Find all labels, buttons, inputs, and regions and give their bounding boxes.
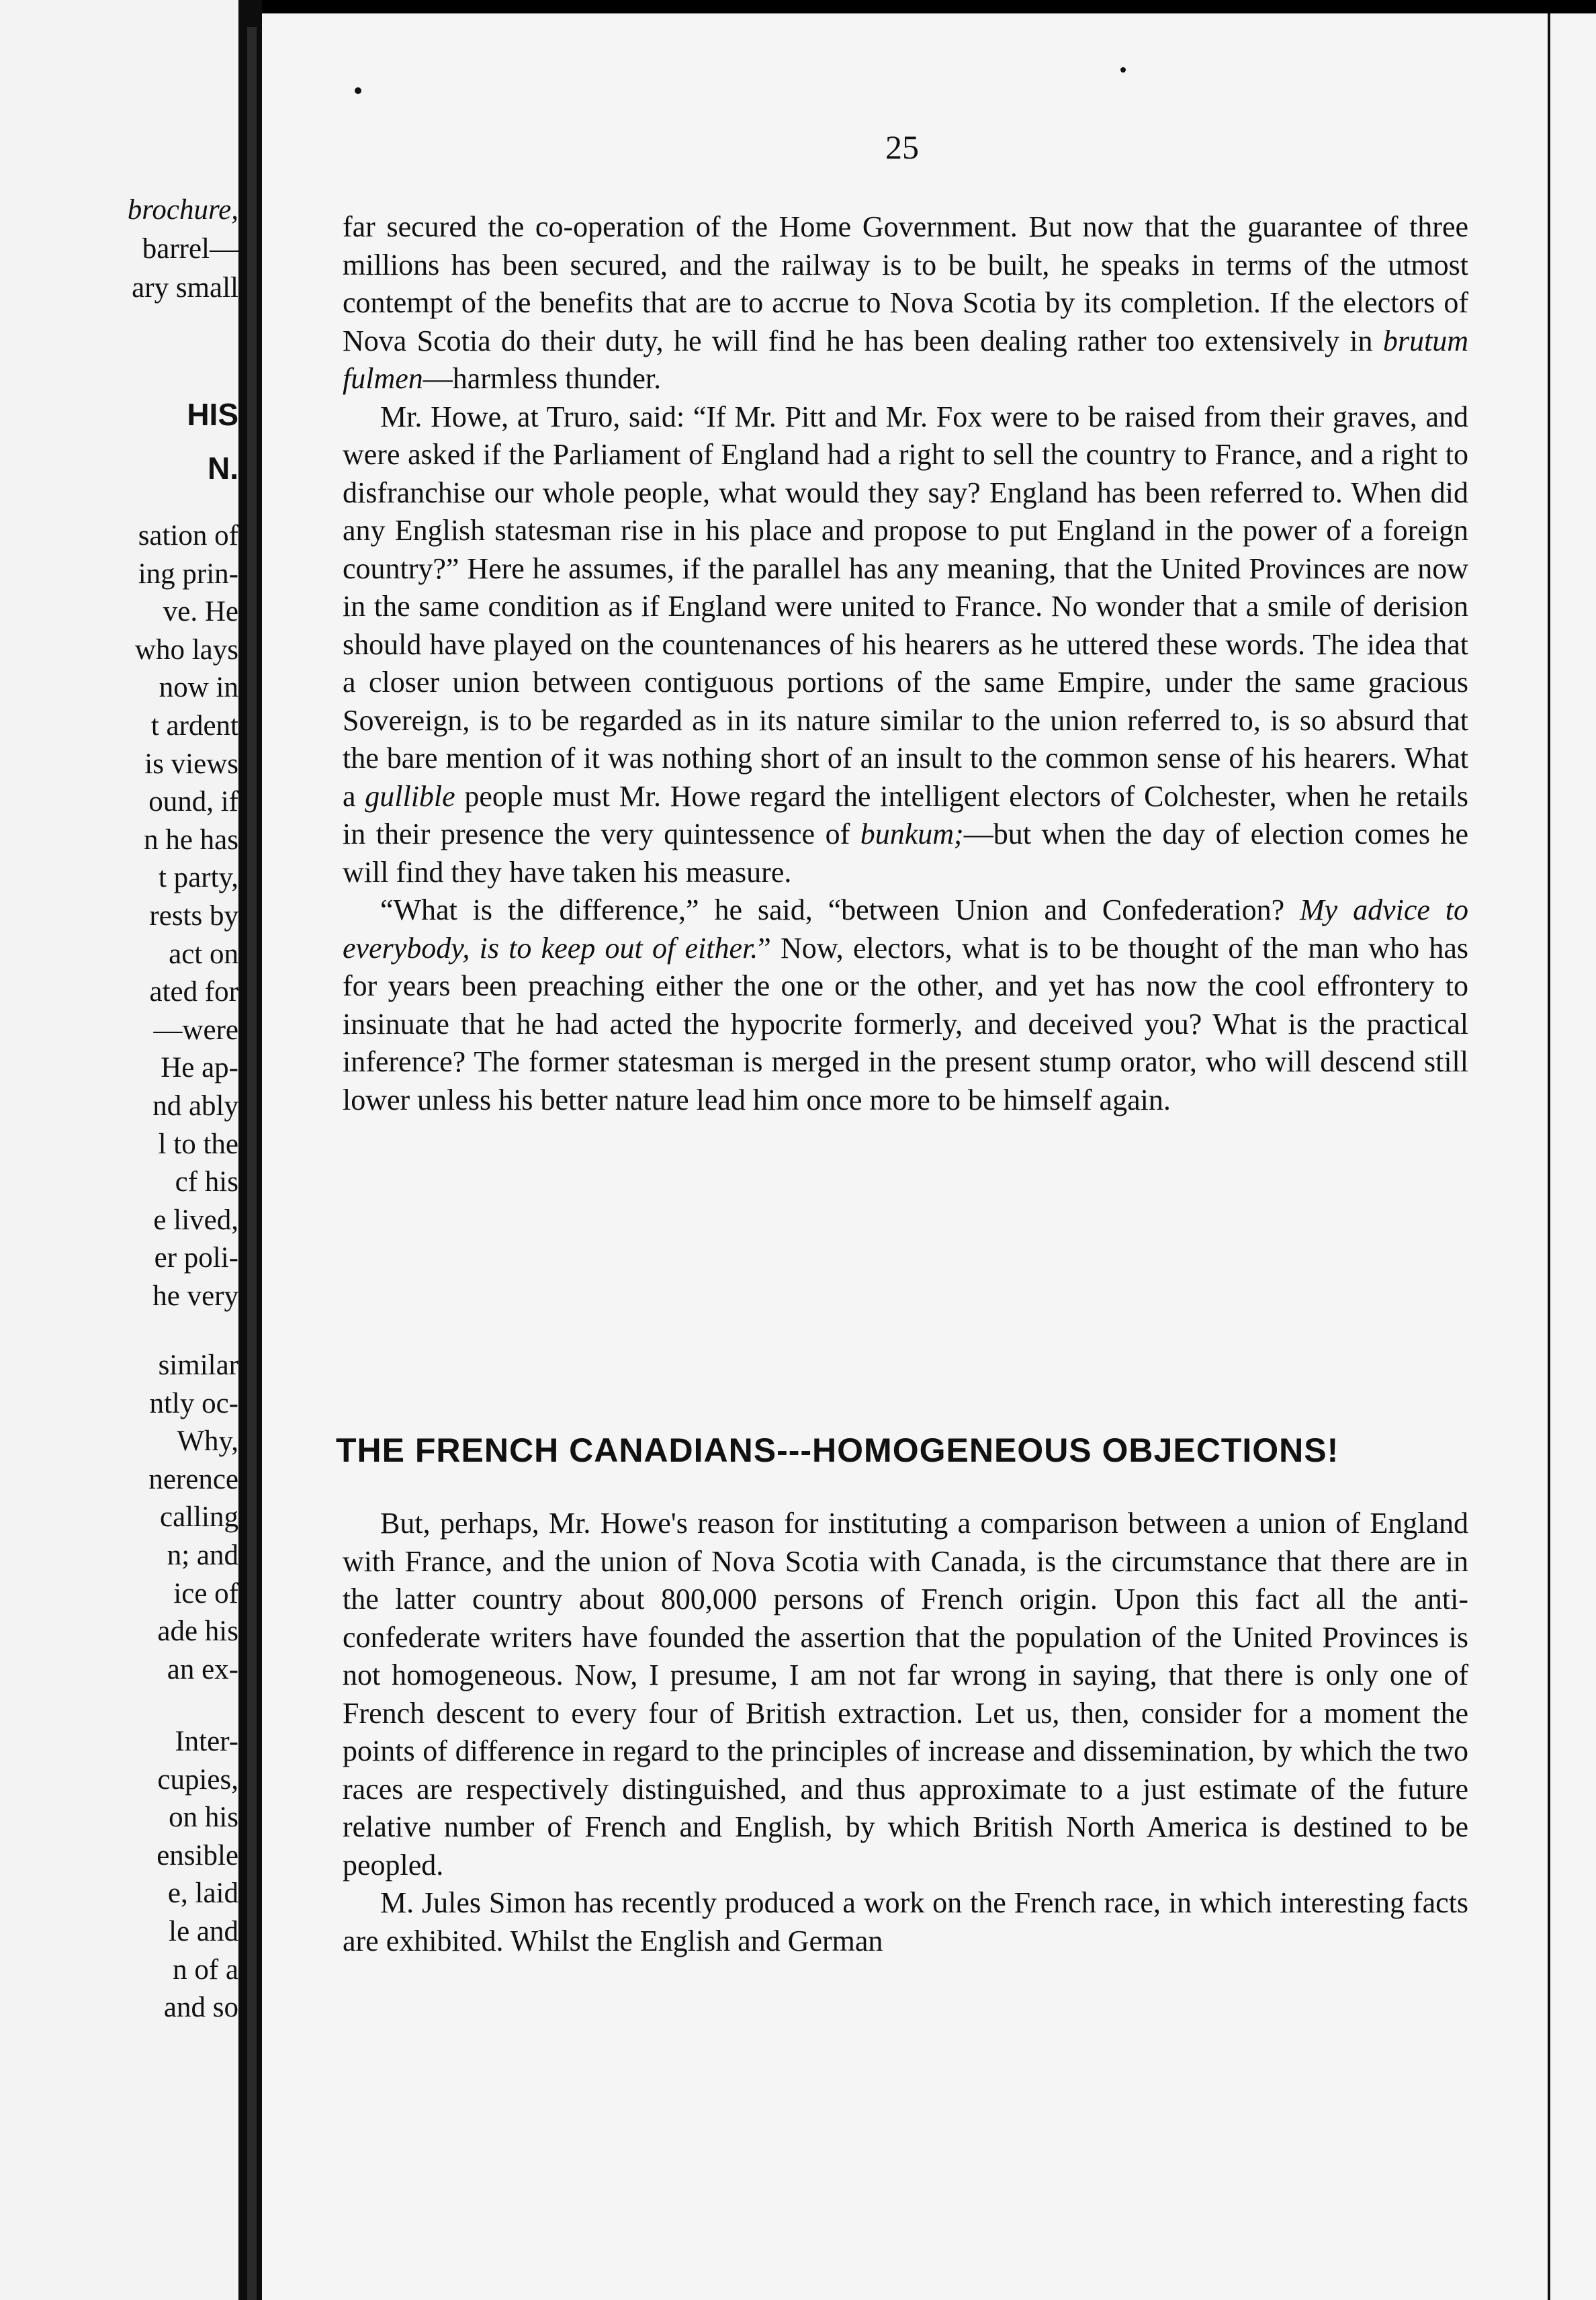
left-page-line: n; and xyxy=(167,1540,238,1571)
left-page-line: t party, xyxy=(158,862,238,894)
page-number: 25 xyxy=(885,128,919,166)
left-page-line: ade his xyxy=(157,1616,238,1648)
left-page-line: nd ably xyxy=(152,1090,238,1122)
section-1-text xyxy=(343,208,1468,1119)
left-page-line: e, laid xyxy=(167,1877,238,1910)
paragraph: But, perhaps, Mr. Howe's reason for instituting a comparison between a union of England with France, and the union of Nova Scotia with Canada, is the circumstance that there are in the latter country about 800,000 persons of French origin. Upon this fact all the anti-confederate writers have founded the assertion that the population of the United Provinces is not homogeneous. Now, I presume, I am not far wrong in saying, that there is only one of French descent to every four of British extraction. Let us, then, consider for a moment the points of difference in regard to the principles of increase and dissemination, by which the two races are respectively distinguished, and thus approximate to a just estimate of the future relative number of French and English, by which British North America is destined to be peopled. xyxy=(343,1507,1468,1882)
left-page-line: act on xyxy=(169,938,238,970)
gutter-shadow xyxy=(247,27,257,2300)
left-page-line: now in xyxy=(159,672,238,704)
left-page-line: er poli- xyxy=(154,1242,238,1274)
left-page-line: ary small xyxy=(132,272,238,304)
left-page-line: Inter- xyxy=(175,1726,238,1757)
left-page-line: cupies, xyxy=(157,1763,238,1796)
left-page-line: HIS xyxy=(187,397,238,432)
left-page-line: brochure, xyxy=(127,194,238,226)
left-page-line: n of a xyxy=(173,1953,238,1986)
left-page-line: cf his xyxy=(175,1166,238,1198)
left-page-line: similar xyxy=(158,1350,238,1381)
specks xyxy=(355,87,361,94)
left-page-line: ing prin- xyxy=(138,558,238,590)
paragraph: Mr. Howe, at Truro, said: “If Mr. Pitt and Mr. Fox were to be raised from their graves, and were asked if the Parliament of England had a right to sell the country to France, and a right to disfranchise our whole people, what would they say? England has been referred to. When did any English statesman rise in his place and propose to put England in the power of a foreign country?” Here he assumes, if the parallel has any meaning, that the United Provinces are now in the same condition as if England were united to France. No wonder that a smile of derision should have played on the countenances of his hearers as he uttered these words. The idea that a closer union between contiguous portions of the same Empire, under the same gracious Sovereign, is to be regarded as in its nature similar to the union referred to, is so absurd that the bare mention of it was nothing short of an insult to the common sense of his hearers. What a gullible people must Mr. Howe regard the intelligent electors of Colchester, when he retails in their presence the very quintessence of bunkum;—but when the day of election comes he will find they have taken his measure. xyxy=(343,400,1468,889)
right-edge-line xyxy=(1548,13,1550,2300)
paragraph: M. Jules Simon has recently produced a work on the French race, in which interesting facts are exhibited. Whilst the English and German xyxy=(343,1886,1468,1957)
left-page-line: l to the xyxy=(158,1128,238,1160)
specks xyxy=(1120,67,1126,73)
left-page-line: —were xyxy=(153,1014,238,1046)
left-page-line: rests by xyxy=(149,900,238,932)
left-page-line: Why, xyxy=(177,1425,238,1458)
left-page-line: ensible xyxy=(157,1839,238,1871)
left-page-line: ound, if xyxy=(148,786,238,818)
left-page-line: an ex- xyxy=(167,1653,238,1685)
left-page-line: He ap- xyxy=(161,1052,238,1084)
left-page-line: he very xyxy=(152,1280,238,1312)
left-page-fragment xyxy=(0,0,238,2300)
section-2-text xyxy=(343,1505,1468,1960)
left-page-line: N. xyxy=(208,451,238,486)
left-page-line: ntly oc- xyxy=(149,1387,238,1419)
left-page-line: n he has xyxy=(144,824,238,856)
left-page-line: and so xyxy=(163,1992,238,2024)
left-page-line: sation of xyxy=(138,520,238,551)
left-page-line: ice of xyxy=(173,1577,238,1609)
left-page-line: e lived, xyxy=(153,1204,238,1236)
section-heading: THE FRENCH CANADIANS---HOMOGENEOUS OBJECTIONS! xyxy=(336,1431,1339,1469)
left-page-line: ve. He xyxy=(163,596,238,628)
left-page-line: who lays xyxy=(134,633,238,666)
left-page-line: t ardent xyxy=(150,710,238,742)
left-page-line: calling xyxy=(159,1501,238,1534)
paragraph: far secured the co-operation of the Home Government. But now that the guarantee of three millions has been secured, and the railway is to be built, he speaks in terms of the utmost contempt of the benefits that are to accrue to Nova Scotia by its completion. If the electors of Nova Scotia do their duty, he will find he has been dealing rather too extensively in brutum fulmen—harmless thunder. xyxy=(343,210,1468,395)
left-page-line: le and xyxy=(169,1916,238,1947)
paragraph: “What is the difference,” he said, “between Union and Confederation? My advice to everybody, is to keep out of either.” Now, electors, what is to be thought of the man who has for years been preaching either the one or the other, and yet has now the cool effrontery to insinuate that he had acted the hypocrite formerly, and deceived you? What is the practical inference? The former statesman is merged in the present stump orator, who will descend still lower unless his better nature lead him once more to be himself again. xyxy=(343,893,1469,1116)
left-page-line: nerence xyxy=(148,1463,238,1495)
left-page-line: is views xyxy=(144,748,238,780)
left-page-line: barrel— xyxy=(142,233,238,265)
left-page-line: on his xyxy=(169,1802,238,1834)
left-page-line: ated for xyxy=(149,976,238,1008)
